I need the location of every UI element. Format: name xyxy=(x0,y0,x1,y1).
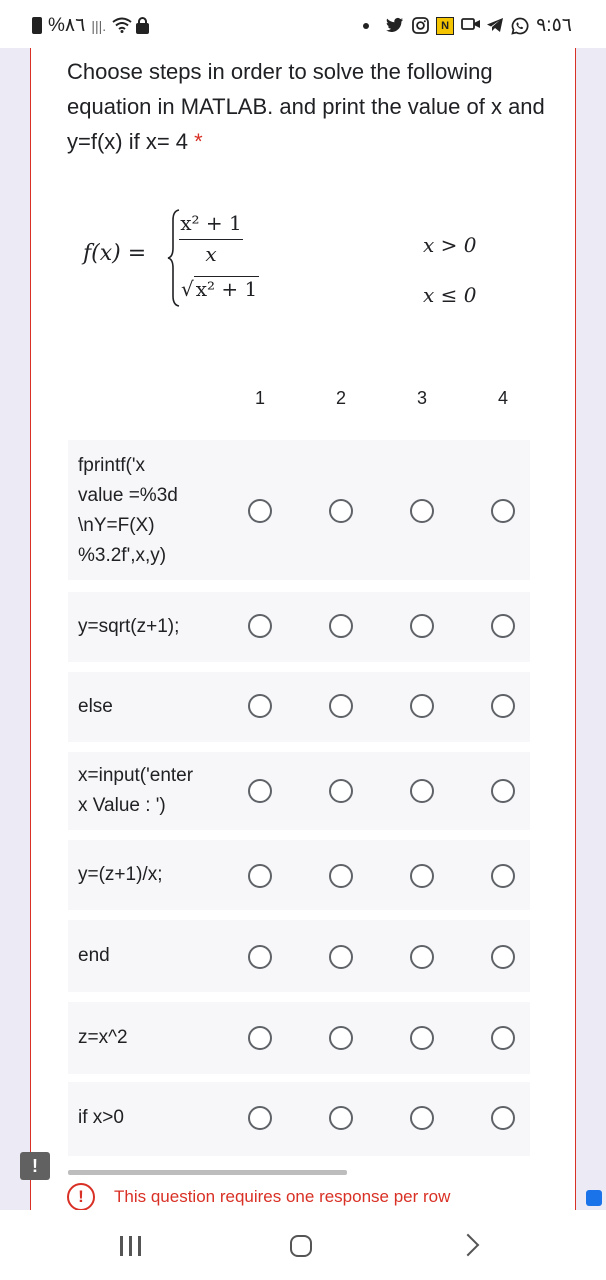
grid-row xyxy=(68,440,530,580)
piecewise-equation xyxy=(83,208,523,318)
radio-option[interactable] xyxy=(329,614,353,638)
radio-option[interactable] xyxy=(491,499,515,523)
battery-percent: %٨٦ xyxy=(48,15,86,36)
navigation-bar xyxy=(0,1210,606,1280)
dot-icon xyxy=(363,23,369,29)
radio-option[interactable] xyxy=(329,499,353,523)
column-header: 2 xyxy=(335,388,346,408)
row-label: y=(z+1)/x; xyxy=(78,864,163,885)
twitter-icon xyxy=(386,17,404,35)
signal-icon: |||. xyxy=(91,17,107,34)
case2-sqrt xyxy=(181,276,259,301)
grid-row xyxy=(68,672,530,742)
validation-error xyxy=(67,1182,450,1212)
column-header: 1 xyxy=(254,388,265,408)
battery-icon xyxy=(32,17,42,34)
status-bar xyxy=(0,0,606,48)
required-marker: * xyxy=(194,129,203,154)
horizontal-scrollbar[interactable] xyxy=(68,1170,347,1175)
row-label: end xyxy=(78,945,110,966)
telegram-icon xyxy=(486,17,504,35)
question-card xyxy=(30,48,576,1210)
radio-option[interactable] xyxy=(491,1106,515,1130)
report-issue-icon[interactable]: ! xyxy=(20,1152,50,1180)
radio-option[interactable] xyxy=(410,1106,434,1130)
case1-condition: x > 0 xyxy=(423,233,477,257)
grid-row xyxy=(68,1082,530,1156)
radio-option[interactable] xyxy=(410,779,434,803)
row-label: x=input('enter x Value : ') xyxy=(78,765,194,816)
radio-option[interactable] xyxy=(410,864,434,888)
column-header: 4 xyxy=(497,388,508,408)
clock: ٩:٥٦ xyxy=(536,15,572,36)
radio-option[interactable] xyxy=(329,945,353,969)
radio-option[interactable] xyxy=(410,499,434,523)
radio-option[interactable] xyxy=(248,945,272,969)
row-label: else xyxy=(78,696,113,717)
recent-apps-icon[interactable] xyxy=(120,1236,142,1256)
radio-option[interactable] xyxy=(410,945,434,969)
radio-option[interactable] xyxy=(329,864,353,888)
radio-option[interactable] xyxy=(491,694,515,718)
radio-option[interactable] xyxy=(248,499,272,523)
case1-denominator: x xyxy=(205,242,217,266)
video-icon xyxy=(461,17,479,35)
case2-condition: x ≤ 0 xyxy=(423,283,477,307)
radio-option[interactable] xyxy=(329,694,353,718)
radio-option[interactable] xyxy=(248,864,272,888)
radio-option[interactable] xyxy=(248,614,272,638)
column-header: 3 xyxy=(416,388,427,408)
radio-option[interactable] xyxy=(329,1106,353,1130)
status-right xyxy=(363,14,572,37)
question-text: Choose steps in order to solve the following equation in MATLAB. and print the value of x and y=f(x) if x= 4 xyxy=(67,59,545,154)
radio-option[interactable] xyxy=(491,864,515,888)
row-label: y=sqrt(z+1); xyxy=(78,616,180,637)
lock-icon xyxy=(136,23,149,34)
radio-option[interactable] xyxy=(410,1026,434,1050)
radical-icon: √ xyxy=(181,277,194,301)
radio-option[interactable] xyxy=(491,945,515,969)
row-label: z=x^2 xyxy=(78,1027,128,1048)
back-icon[interactable] xyxy=(457,1234,480,1257)
camera-icon[interactable] xyxy=(586,1190,602,1206)
case1-numerator: x² + 1 xyxy=(179,211,243,240)
question-title xyxy=(67,54,547,159)
wifi-icon xyxy=(112,17,130,35)
radio-option[interactable] xyxy=(329,1026,353,1050)
error-icon: ! xyxy=(67,1183,95,1211)
case2-expression: x² + 1 xyxy=(195,277,258,301)
instagram-icon xyxy=(411,17,429,35)
row-label: fprintf('x value =%3d \nY=F(X) %3.2f',x,y) xyxy=(78,455,178,566)
grid-row xyxy=(68,752,530,830)
row-label: if x>0 xyxy=(78,1107,124,1128)
home-icon[interactable] xyxy=(290,1235,312,1257)
radio-option[interactable] xyxy=(248,1106,272,1130)
radio-option[interactable] xyxy=(248,779,272,803)
radio-option[interactable] xyxy=(410,614,434,638)
grid-row xyxy=(68,920,530,992)
grid-row xyxy=(68,1002,530,1074)
case1-fraction xyxy=(179,211,243,266)
radio-option[interactable] xyxy=(491,614,515,638)
radio-option[interactable] xyxy=(248,1026,272,1050)
whatsapp-icon xyxy=(511,17,529,35)
radio-option[interactable] xyxy=(410,694,434,718)
status-left xyxy=(32,14,149,37)
radio-option[interactable] xyxy=(491,1026,515,1050)
n-app-icon: N xyxy=(436,17,454,35)
grid-row xyxy=(68,592,530,662)
grid-row xyxy=(68,840,530,910)
radio-option[interactable] xyxy=(491,779,515,803)
error-message: This question requires one response per row xyxy=(114,1187,451,1206)
radio-option[interactable] xyxy=(248,694,272,718)
equation-lhs: f(x) = xyxy=(83,241,147,266)
radio-option[interactable] xyxy=(329,779,353,803)
